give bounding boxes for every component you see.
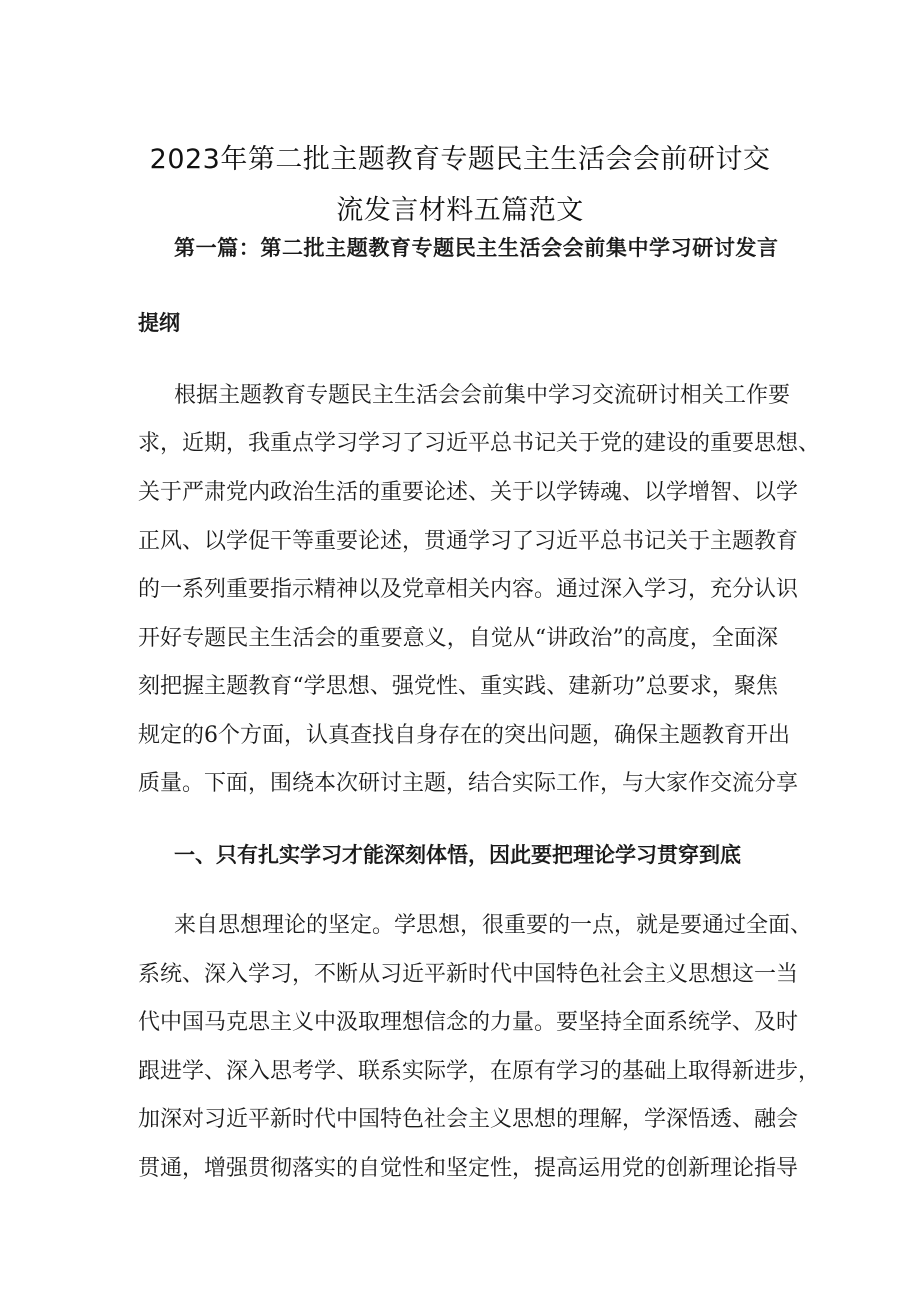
- paragraph2-line-5: 加深对习近平新时代中国特色社会主义思想的理解，学深悟透、融会: [138, 1107, 799, 1132]
- paragraph2-line-3: 代中国马克思主义中汲取理想信念的力量。要坚持全面系统学、及时: [138, 1010, 799, 1035]
- paragraph1-line-2: 求，近期，我重点学习学习了习近平总书记关于党的建设的重要思想、: [138, 431, 821, 456]
- paragraph2-line-1: 来自思想理论的坚定。学思想，很重要的一点，就是要通过全面、: [174, 913, 813, 938]
- document-title-line-1: 2023年第二批主题教育专题民主生活会会前研讨交: [149, 144, 771, 175]
- paragraph2-line-6: 贯通，增强贯彻落实的自觉性和坚定性，提高运用党的创新理论指导: [138, 1156, 799, 1181]
- paragraph1-line-6: 开好专题民主生活会的重要意义，自觉从“讲政治”的高度，全面深: [138, 626, 778, 651]
- section-heading-line-1: 第一篇：第二批主题教育专题民主生活会会前集中学习研讨发言: [174, 236, 778, 260]
- document-title-line-2: 流发言材料五篇范文: [336, 195, 584, 226]
- paragraph1-line-9: 质量。下面，围绕本次研讨主题，结合实际工作，与大家作交流分享: [138, 771, 799, 796]
- subheading-one: 一、只有扎实学习才能深刻体悟，因此要把理论学习贯穿到底: [174, 843, 741, 867]
- paragraph1-line-1: 根据主题教育专题民主生活会会前集中学习交流研讨相关工作要: [174, 383, 791, 408]
- section-heading-line-2: 提纲: [138, 311, 180, 335]
- paragraph1-line-7: 刻把握主题教育“学思想、强党性、重实践、建新功”总要求，聚焦: [138, 674, 778, 699]
- paragraph2-line-2: 系统、深入学习，不断从习近平新时代中国特色社会主义思想这一当: [138, 962, 799, 987]
- paragraph1-line-8: 规定的6个方面，认真查找自身存在的突出问题，确保主题教育开出: [138, 723, 790, 748]
- paragraph2-line-4: 跟进学、深入思考学、联系实际学，在原有学习的基础上取得新进步，: [138, 1059, 821, 1084]
- paragraph1-line-3: 关于严肃党内政治生活的重要论述、关于以学铸魂、以学增智、以学: [138, 480, 799, 505]
- paragraph1-line-5: 的一系列重要指示精神以及党章相关内容。通过深入学习，充分认识: [138, 577, 799, 602]
- paragraph1-line-4: 正风、以学促干等重要论述，贯通学习了习近平总书记关于主题教育: [138, 529, 799, 554]
